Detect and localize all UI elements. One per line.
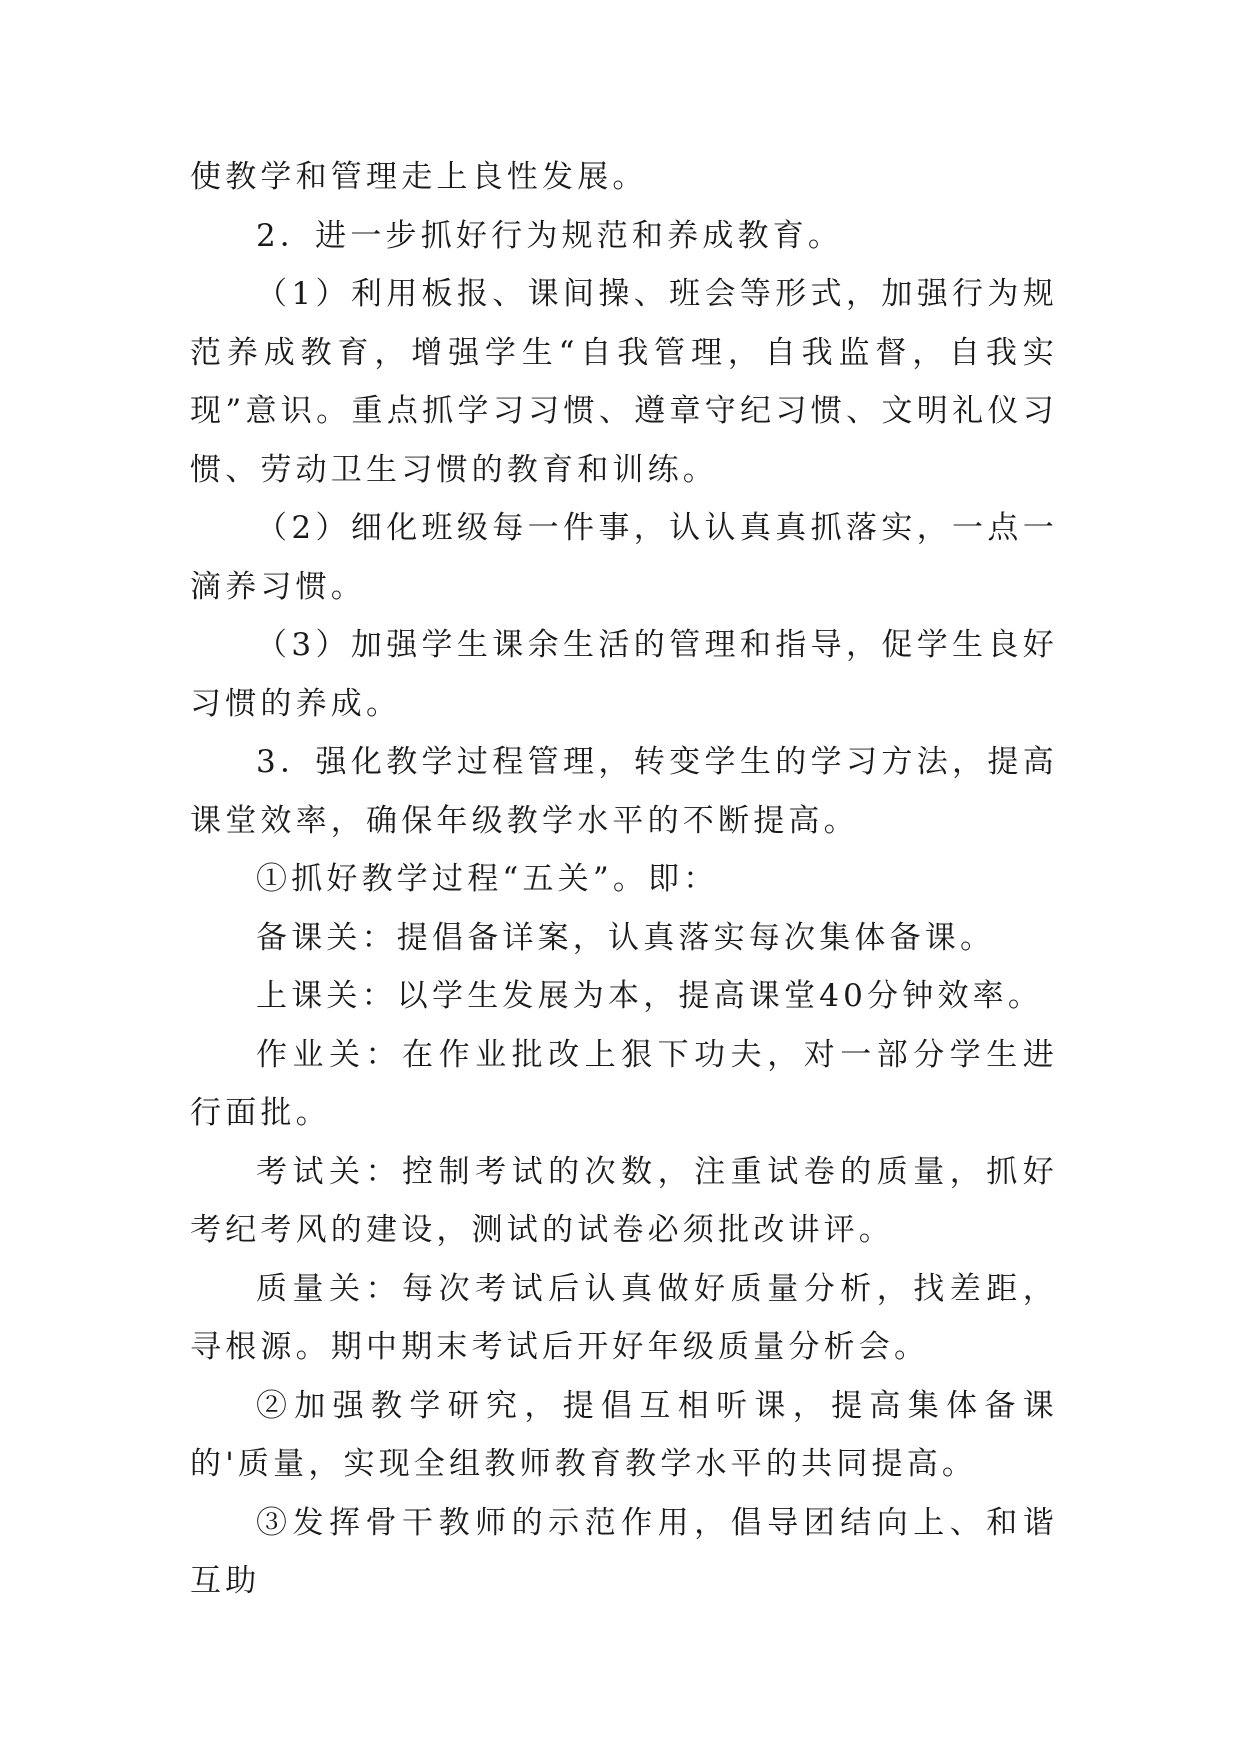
paragraph-10: 作业关：在作业批改上狠下功夫，对一部分学生进行面批。 <box>190 1036 1058 1131</box>
paragraph-13: ②加强教学研究，提倡互相听课，提高集体备课的'质量，实现全组教师教育教学水平的共同提高。 <box>190 1387 1058 1482</box>
paragraph-12: 质量关：每次考试后认真做好质量分析，找差距，寻根源。期中期末考试后开好年级质量分析会。 <box>190 1270 1058 1365</box>
document-body <box>190 148 1058 1611</box>
paragraph-3: （1）利用板报、课间操、班会等形式，加强行为规范养成教育，增强学生“自我管理，自我监督，自我实现”意识。重点抓学习习惯、遵章守纪习惯、文明礼仪习惯、劳动卫生习惯的教育和训练。 <box>190 276 1058 488</box>
paragraph-14: ③发挥骨干教师的示范作用，倡导团结向上、和谐互助 <box>190 1504 1058 1599</box>
paragraph-8: 备课关：提倡备详案，认真落实每次集体备课。 <box>256 919 996 956</box>
paragraph-7: ①抓好教学过程“五关”。即： <box>256 861 719 897</box>
paragraph-4: （2）细化班级每一件事，认认真真抓落实，一点一滴养习惯。 <box>190 510 1058 605</box>
paragraph-5: （3）加强学生课余生活的管理和指导，促学生良好习惯的养成。 <box>190 627 1058 722</box>
paragraph-9: 上课关：以学生发展为本，提高课堂40分钟效率。 <box>256 978 1044 1014</box>
paragraph-1: 使教学和管理走上良性发展。 <box>190 159 648 195</box>
paragraph-11: 考试关：控制考试的次数，注重试卷的质量，抓好考纪考风的建设，测试的试卷必须批改讲评。 <box>190 1153 1058 1248</box>
paragraph-2-heading: 2．进一步抓好行为规范和养成教育。 <box>256 217 844 254</box>
paragraph-6-heading: 3．强化教学过程管理，转变学生的学习方法，提高课堂效率，确保年级教学水平的不断提高。 <box>190 744 1058 839</box>
